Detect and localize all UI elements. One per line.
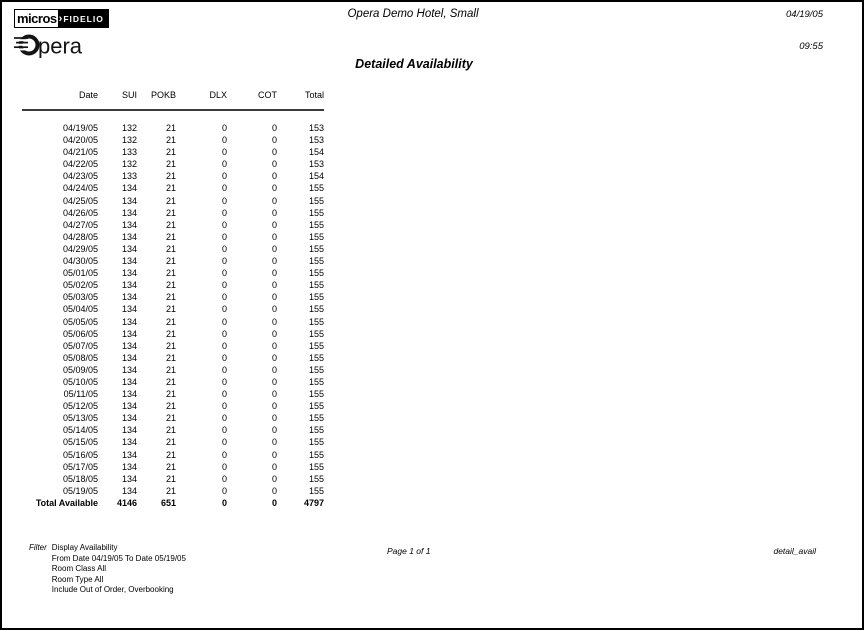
report-date: 04/19/05 (786, 9, 823, 20)
dlx-cell: 0 (221, 376, 227, 387)
hotel-name: Opera Demo Hotel, Small (347, 8, 479, 20)
cot-cell: 0 (271, 231, 277, 242)
table-row (22, 158, 324, 170)
cot-cell: 0 (271, 243, 277, 254)
table-row (22, 449, 324, 461)
table-row (22, 485, 324, 497)
total-sui-cell: 4146 (116, 497, 137, 508)
pokb-cell: 21 (165, 449, 176, 460)
sui-cell: 134 (121, 328, 137, 339)
date-cell: 05/19/05 (62, 485, 98, 496)
cot-cell: 0 (271, 364, 277, 375)
sui-cell: 134 (121, 364, 137, 375)
sui-cell: 132 (121, 135, 137, 146)
cot-cell: 0 (271, 207, 277, 218)
table-row (22, 400, 324, 412)
total-pokb-cell: 651 (160, 497, 176, 508)
pokb-cell: 21 (165, 123, 176, 133)
sui-cell: 134 (121, 316, 137, 327)
cot-cell: 0 (271, 256, 277, 267)
sui-cell: 134 (121, 389, 137, 400)
cot-cell: 0 (271, 449, 277, 460)
sui-cell: 132 (121, 159, 137, 170)
row-total-cell: 155 (308, 280, 324, 291)
cot-cell: 0 (271, 292, 277, 303)
sui-cell: 134 (121, 340, 137, 351)
dlx-cell: 0 (221, 147, 227, 158)
dlx-cell: 0 (221, 461, 227, 472)
date-cell: 05/02/05 (62, 280, 98, 291)
row-total-cell: 153 (308, 135, 324, 146)
dlx-cell: 0 (221, 183, 227, 194)
date-cell: 04/29/05 (62, 243, 98, 254)
pokb-cell: 21 (165, 171, 176, 182)
date-cell: 04/30/05 (62, 256, 98, 267)
dlx-cell: 0 (221, 292, 227, 303)
pokb-cell: 21 (165, 352, 176, 363)
date-cell: 05/11/05 (63, 389, 98, 400)
col-header-total: Total (304, 90, 324, 100)
filter-line: Display Availability (51, 543, 118, 552)
cot-cell: 0 (271, 147, 277, 158)
dlx-cell: 0 (221, 135, 227, 146)
date-cell: 04/27/05 (62, 219, 98, 230)
sui-cell: 134 (121, 376, 137, 387)
date-cell: 04/21/05 (62, 147, 98, 158)
opera-logo-icon (12, 30, 84, 60)
pokb-cell: 21 (165, 437, 176, 448)
page-info: Page 1 of 1 (387, 546, 431, 556)
pokb-cell: 21 (165, 413, 176, 424)
col-header-pokb: POKB (150, 90, 176, 100)
cot-cell: 0 (271, 171, 277, 182)
row-total-cell: 155 (308, 195, 324, 206)
date-cell: 05/17/05 (62, 461, 98, 472)
row-total-cell: 155 (308, 292, 324, 303)
fidelio-label: FIDELIO (63, 13, 104, 24)
dlx-cell: 0 (221, 207, 227, 218)
dlx-cell: 0 (221, 352, 227, 363)
row-total-cell: 155 (308, 461, 324, 472)
sui-cell: 134 (121, 461, 137, 472)
row-total-cell: 155 (308, 183, 324, 194)
pokb-cell: 21 (165, 159, 176, 170)
date-cell: 05/07/05 (62, 340, 98, 351)
cot-cell: 0 (271, 401, 277, 412)
row-total-cell: 155 (308, 316, 324, 327)
table-row (22, 182, 324, 194)
pokb-cell: 21 (165, 340, 176, 351)
date-cell: 05/03/05 (62, 292, 98, 303)
row-total-cell: 155 (308, 485, 324, 496)
table-row (22, 364, 324, 376)
sui-cell: 134 (121, 485, 137, 496)
pokb-cell: 21 (165, 219, 176, 230)
pokb-cell: 21 (165, 195, 176, 206)
row-total-cell: 155 (308, 304, 324, 315)
table-row (22, 291, 324, 303)
filter-label: Filter (29, 543, 47, 552)
pokb-cell: 21 (165, 328, 176, 339)
date-cell: 05/05/05 (62, 316, 98, 327)
pokb-cell: 21 (165, 401, 176, 412)
table-row (22, 146, 324, 158)
total-available-row (22, 497, 324, 509)
dlx-cell: 0 (221, 413, 227, 424)
row-total-cell: 155 (308, 425, 324, 436)
col-header-date: Date (78, 90, 98, 100)
sui-cell: 134 (121, 292, 137, 303)
row-total-cell: 155 (308, 243, 324, 254)
cot-cell: 0 (271, 159, 277, 170)
row-total-cell: 155 (308, 207, 324, 218)
cot-cell: 0 (271, 376, 277, 387)
date-cell: 05/10/05 (62, 376, 98, 387)
row-total-cell: 155 (308, 437, 324, 448)
sui-cell: 133 (121, 171, 137, 182)
dlx-cell: 0 (221, 364, 227, 375)
row-total-cell: 155 (308, 413, 324, 424)
row-total-cell: 153 (308, 123, 324, 133)
cot-cell: 0 (271, 413, 277, 424)
date-cell: 04/25/05 (62, 195, 98, 206)
table-row (22, 279, 324, 291)
table-row (22, 316, 324, 328)
date-cell: 04/24/05 (62, 183, 98, 194)
sui-cell: 134 (121, 413, 137, 424)
cot-cell: 0 (271, 123, 277, 133)
sui-cell: 133 (121, 147, 137, 158)
cot-cell: 0 (271, 268, 277, 279)
opera-logo-word: pera (38, 33, 83, 59)
sui-cell: 134 (121, 256, 137, 267)
dlx-cell: 0 (221, 340, 227, 351)
dlx-cell: 0 (221, 485, 227, 496)
filter-line: Include Out of Order, Overbooking (51, 585, 174, 594)
dlx-cell: 0 (221, 437, 227, 448)
dlx-cell: 0 (221, 268, 227, 279)
sui-cell: 134 (121, 401, 137, 412)
dlx-cell: 0 (221, 219, 227, 230)
date-cell: 05/08/05 (62, 352, 98, 363)
table-row (22, 328, 324, 340)
sui-cell: 134 (121, 473, 137, 484)
row-total-cell: 155 (308, 364, 324, 375)
table-row (22, 134, 324, 146)
dlx-cell: 0 (221, 316, 227, 327)
row-total-cell: 154 (308, 171, 324, 182)
pokb-cell: 21 (165, 256, 176, 267)
pokb-cell: 21 (165, 147, 176, 158)
row-total-cell: 155 (308, 473, 324, 484)
micros-logo-text: micros (17, 11, 57, 26)
sui-cell: 134 (121, 207, 137, 218)
date-cell: 05/04/05 (62, 304, 98, 315)
filter-line: Room Type All (51, 574, 104, 584)
row-total-cell: 155 (308, 268, 324, 279)
date-cell: 04/20/05 (62, 135, 98, 146)
dlx-cell: 0 (221, 256, 227, 267)
row-total-cell: 155 (308, 376, 324, 387)
table-row (22, 110, 324, 134)
table-row (22, 207, 324, 219)
dlx-cell: 0 (221, 389, 227, 400)
sui-cell: 134 (121, 425, 137, 436)
sui-cell: 134 (121, 219, 137, 230)
sui-cell: 134 (121, 304, 137, 315)
cot-cell: 0 (271, 485, 277, 496)
date-cell: 05/06/05 (62, 328, 98, 339)
row-total-cell: 155 (308, 231, 324, 242)
date-cell: 05/01/05 (62, 268, 98, 279)
table-row (22, 195, 324, 207)
pokb-cell: 21 (165, 231, 176, 242)
col-header-dlx: DLX (209, 90, 227, 100)
report-code: detail_avail (773, 546, 816, 556)
table-row (22, 473, 324, 485)
dlx-cell: 0 (221, 401, 227, 412)
sui-cell: 134 (121, 280, 137, 291)
table-row (22, 461, 324, 473)
total-dlx-cell: 0 (221, 497, 227, 508)
pokb-cell: 21 (165, 316, 176, 327)
date-cell: 04/19/05 (62, 123, 98, 133)
cot-cell: 0 (271, 389, 277, 400)
date-cell: 05/16/05 (62, 449, 98, 460)
pokb-cell: 21 (165, 304, 176, 315)
sui-cell: 134 (121, 437, 137, 448)
table-row (22, 340, 324, 352)
date-cell: 05/14/05 (62, 425, 98, 436)
cot-cell: 0 (271, 473, 277, 484)
row-total-cell: 153 (308, 159, 324, 170)
pokb-cell: 21 (165, 376, 176, 387)
filter-line: Room Class All (51, 564, 107, 573)
date-cell: 04/23/05 (62, 171, 98, 182)
cot-cell: 0 (271, 219, 277, 230)
row-total-cell: 155 (308, 219, 324, 230)
dlx-cell: 0 (221, 425, 227, 436)
sui-cell: 134 (121, 231, 137, 242)
table-row (22, 303, 324, 315)
cot-cell: 0 (271, 280, 277, 291)
col-header-cot: COT (258, 90, 277, 100)
row-total-cell: 155 (308, 389, 324, 400)
pokb-cell: 21 (165, 207, 176, 218)
date-cell: 05/12/05 (62, 401, 98, 412)
table-row (22, 170, 324, 182)
table-row (22, 388, 324, 400)
col-header-sui: SUI (121, 90, 137, 100)
date-cell: 05/15/05 (62, 437, 98, 448)
pokb-cell: 21 (165, 485, 176, 496)
cot-cell: 0 (271, 195, 277, 206)
dlx-cell: 0 (221, 473, 227, 484)
arrow-icon: › (58, 12, 63, 25)
cot-cell: 0 (271, 425, 277, 436)
pokb-cell: 21 (165, 389, 176, 400)
table-row (22, 436, 324, 448)
date-cell: 04/22/05 (62, 159, 98, 170)
date-cell: 04/28/05 (62, 231, 98, 242)
table-row (22, 412, 324, 424)
table-row (22, 243, 324, 255)
cot-cell: 0 (271, 183, 277, 194)
sui-cell: 134 (121, 195, 137, 206)
date-cell: 04/26/05 (62, 207, 98, 218)
filter-lines (52, 543, 186, 596)
row-total-cell: 155 (308, 340, 324, 351)
table-row (22, 352, 324, 364)
availability-table (22, 90, 324, 509)
dlx-cell: 0 (221, 123, 227, 133)
sui-cell: 134 (121, 243, 137, 254)
pokb-cell: 21 (165, 425, 176, 436)
table-row (22, 231, 324, 243)
row-total-cell: 155 (308, 328, 324, 339)
date-cell: 05/18/05 (62, 473, 98, 484)
report-time: 09:55 (799, 41, 823, 52)
pokb-cell: 21 (165, 280, 176, 291)
pokb-cell: 21 (165, 461, 176, 472)
pokb-cell: 21 (165, 364, 176, 375)
cot-cell: 0 (271, 328, 277, 339)
table-header-row (22, 90, 324, 110)
dlx-cell: 0 (221, 304, 227, 315)
cot-cell: 0 (271, 437, 277, 448)
sui-cell: 134 (121, 183, 137, 194)
cot-cell: 0 (271, 352, 277, 363)
dlx-cell: 0 (221, 328, 227, 339)
dlx-cell: 0 (221, 231, 227, 242)
total-label: Total Available (35, 497, 98, 508)
table-row (22, 219, 324, 231)
cot-cell: 0 (271, 461, 277, 472)
pokb-cell: 21 (165, 473, 176, 484)
dlx-cell: 0 (221, 159, 227, 170)
pokb-cell: 21 (165, 243, 176, 254)
table-row (22, 267, 324, 279)
row-total-cell: 155 (308, 256, 324, 267)
dlx-cell: 0 (221, 171, 227, 182)
date-cell: 05/13/05 (62, 413, 98, 424)
sui-cell: 134 (121, 449, 137, 460)
filter-block (29, 543, 186, 596)
row-total-cell: 155 (308, 352, 324, 363)
row-total-cell: 155 (308, 401, 324, 412)
date-cell: 05/09/05 (62, 364, 98, 375)
sui-cell: 134 (121, 352, 137, 363)
cot-cell: 0 (271, 304, 277, 315)
cot-cell: 0 (271, 135, 277, 146)
report-title: Detailed Availability (355, 57, 473, 71)
total-total-cell: 4797 (303, 497, 324, 508)
pokb-cell: 21 (165, 135, 176, 146)
cot-cell: 0 (271, 316, 277, 327)
dlx-cell: 0 (221, 195, 227, 206)
total-cot-cell: 0 (271, 497, 277, 508)
table-row (22, 255, 324, 267)
table-row (22, 424, 324, 436)
sui-cell: 132 (121, 123, 137, 133)
sui-cell: 134 (121, 268, 137, 279)
dlx-cell: 0 (221, 243, 227, 254)
dlx-cell: 0 (221, 280, 227, 291)
filter-line: From Date 04/19/05 To Date 05/19/05 (51, 553, 186, 563)
dlx-cell: 0 (221, 449, 227, 460)
pokb-cell: 21 (165, 292, 176, 303)
pokb-cell: 21 (165, 183, 176, 194)
cot-cell: 0 (271, 340, 277, 351)
pokb-cell: 21 (165, 268, 176, 279)
table-row (22, 376, 324, 388)
row-total-cell: 154 (308, 147, 324, 158)
row-total-cell: 155 (308, 449, 324, 460)
